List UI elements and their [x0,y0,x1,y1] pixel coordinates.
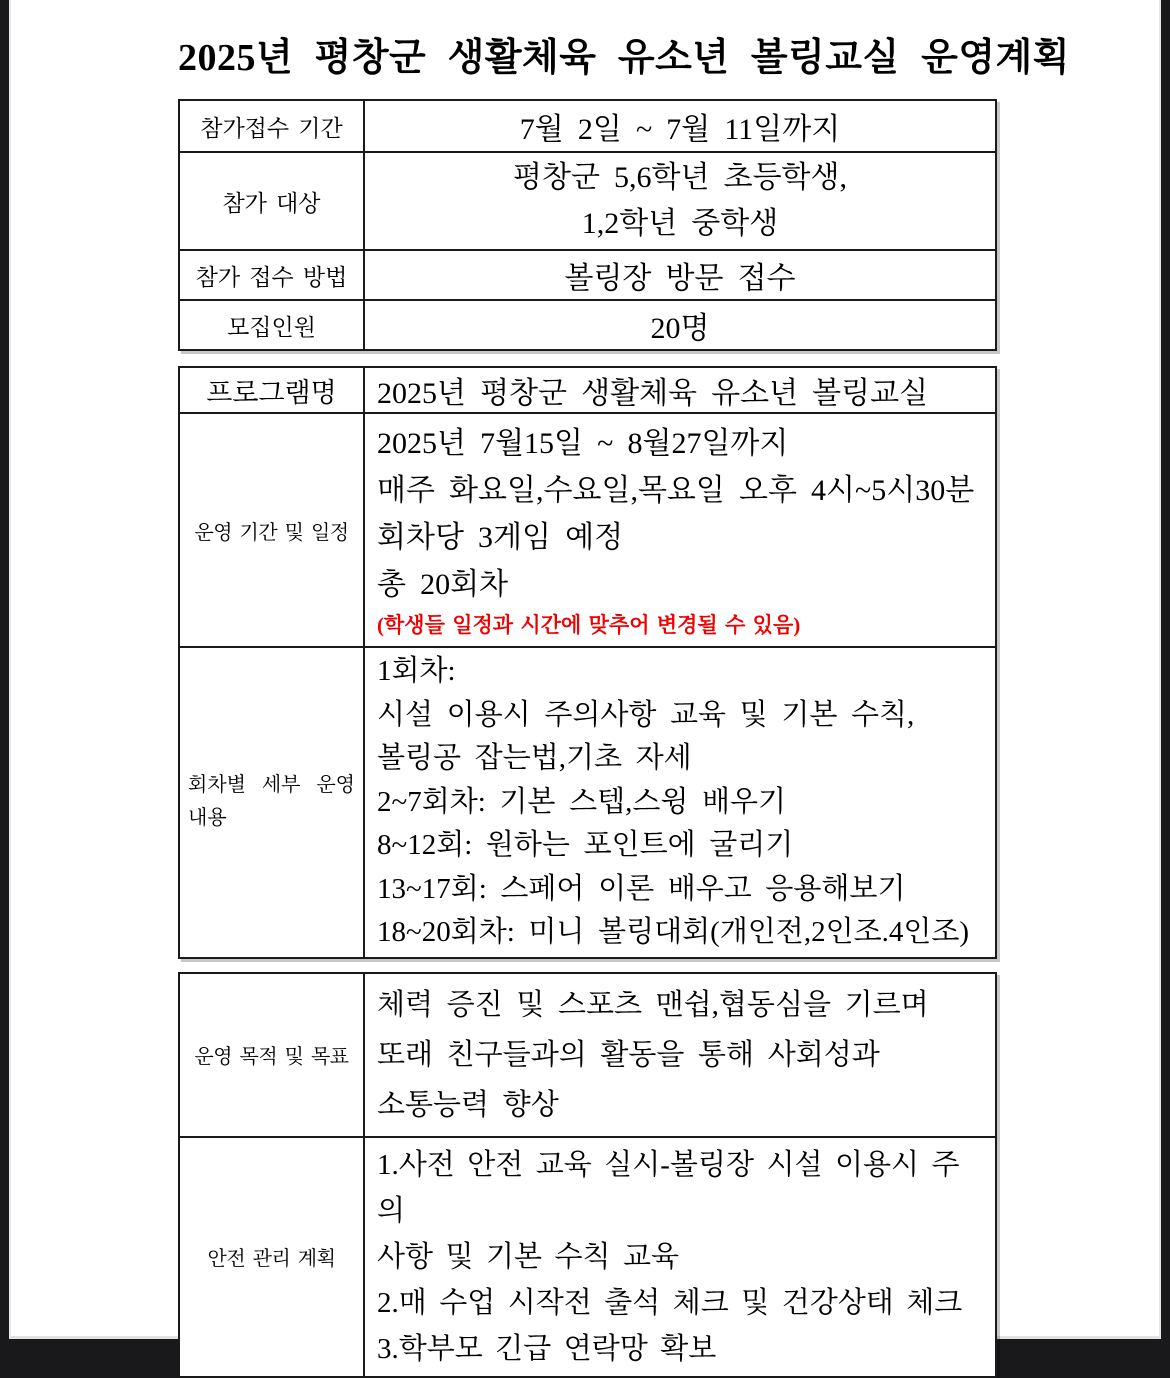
row-value [364,413,996,647]
row-label: 참가 접수 방법 [179,250,364,300]
row-value: 20명 [364,300,996,350]
row-label: 참가 대상 [179,152,364,250]
document-page [9,0,1161,1365]
goal-table [178,972,997,1378]
row-label: 안전 관리 계획 [179,1137,364,1377]
row-value [364,973,996,1137]
purpose-line: 또래 친구들과의 활동을 통해 사회성과 [377,1038,880,1071]
row-label: 운영 목적 및 목표 [179,973,364,1137]
session-line: 18~20회차: 미니 볼링대회(개인전,2인조.4인조) [377,916,970,948]
row-value: 2025년 평창군 생활체육 유소년 볼링교실 [364,367,996,413]
table-row-purpose [179,973,996,1137]
purpose-line: 체력 증진 및 스포츠 맨쉽,협동심을 기르며 [377,988,929,1021]
row-value [364,152,996,250]
session-line: 시설 이용시 주의사항 교육 및 기본 수칙, [377,698,915,731]
value-line: 평창군 5,6학년 초등학생, [512,161,848,194]
document-content [178,26,1070,1378]
row-label [179,647,364,958]
session-line: 1회차: [377,655,456,687]
session-line: 13~17회: 스페어 이론 배우고 응용해보기 [377,872,906,905]
safety-line: 사항 및 기본 수칙 교육 [377,1240,680,1273]
schedule-line: 2025년 7월15일 ~ 8월27일까지 [377,427,789,460]
table-row-capacity [179,300,996,350]
table-row-registration-method [179,250,996,300]
table-row-program-name [179,367,996,413]
row-label: 프로그램명 [179,367,364,413]
schedule-change-note: (학생들 일정과 시간에 맞추어 변경될 수 있음) [377,613,801,637]
table-row-safety-plan [179,1137,996,1377]
schedule-line: 총 20회차 [377,568,509,601]
row-label: 운영 기간 및 일정 [179,413,364,647]
row-value: 7월 2일 ~ 7월 11일까지 [364,100,996,152]
table-row-participants [179,152,996,250]
safety-line: 3.학부모 긴급 연락망 확보 [377,1332,717,1365]
row-label: 모집인원 [179,300,364,350]
session-line: 8~12회: 원하는 포인트에 굴리기 [377,829,794,861]
value-line: 1,2학년 중학생 [581,207,779,240]
row-label-text: 회차별 세부 운영 내용 [188,774,355,830]
schedule-line: 회차당 3게임 예정 [377,521,624,554]
session-line: 2~7회차: 기본 스텝,스윙 배우기 [377,785,787,818]
schedule-line: 매주 화요일,수요일,목요일 오후 4시~5시30분 [377,474,975,507]
row-label: 참가접수 기간 [179,100,364,152]
registration-table [178,99,997,351]
row-value [364,647,996,958]
table-row-registration-period [179,100,996,152]
row-value [364,1137,996,1377]
safety-line: 1.사전 안전 교육 실시-볼링장 시설 이용시 주의 [377,1148,960,1227]
table-row-session-details [179,647,996,958]
program-table [178,366,997,959]
page-title: 2025년 평창군 생활체육 유소년 볼링교실 운영계획 [178,37,1070,79]
row-value: 볼링장 방문 접수 [364,250,996,300]
safety-line: 2.매 수업 시작전 출석 체크 및 건강상태 체크 [377,1286,963,1319]
session-line: 볼링공 잡는법,기초 자세 [377,742,692,774]
table-row-schedule [179,413,996,647]
purpose-line: 소통능력 향상 [377,1088,559,1121]
